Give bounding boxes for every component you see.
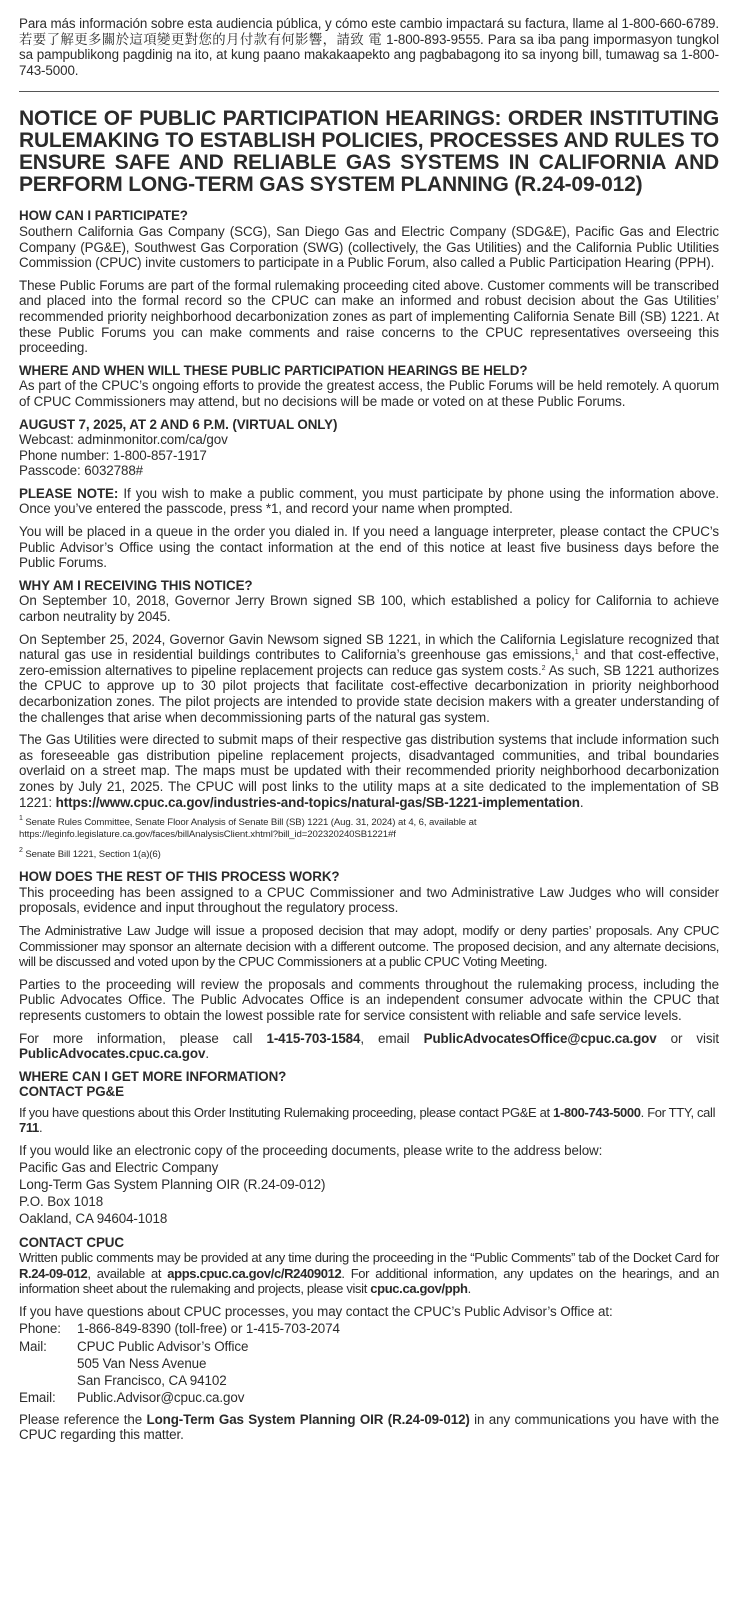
event-date: AUGUST 7, 2025, AT 2 AND 6 P.M. (VIRTUAL ONLY) [19,416,338,432]
cpuc-p1-d: . [467,1281,471,1297]
public-advocates-site[interactable]: PublicAdvocates.cpuc.ca.gov [19,1046,206,1062]
email-label: Email: [19,1389,56,1405]
heading-rest-of-process: HOW DOES THE REST OF THIS PROCESS WORK? [19,869,340,885]
why-p3-text: The Gas Utilities were directed to submit maps of their respective gas distribution systems that include information such as foreseeable gas distribution pipeline replacement projects, disadvantaged communities, and tribal boundaries overlaid on a street map. The maps must be updated with their recommended priority neighborhood decarbonization zones by July 21, 2025. The CPUC will post links to the utility maps at a site dedicated to the implementation of SB 1221: [19,732,719,810]
why-paragraph-1: On September 10, 2018, Governor Jerry Brown signed SB 100, which established a policy for California to achieve carbon neutrality by 2045. [19,593,719,625]
pge-address-line: Long-Term Gas System Planning OIR (R.24-09-012) [19,1176,326,1192]
pph-url[interactable]: cpuc.ca.gov/pph [370,1281,468,1297]
pge-phone[interactable]: 1-800-743-5000 [553,1104,641,1120]
cpuc-p1-a: Written public comments may be provided at any time during the proceeding in the “Public Comments” tab of the Docket Card for [19,1250,719,1266]
footnote-2 [19,849,719,861]
process-paragraph-2: The Administrative Law Judge will issue a proposed decision that may adopt, modify or deny parties’ proposals. Any CPUC Commissioner may sponsor an alternate decision with a different outcome. The proposed decision, and any alternate decisions, will be discussed and voted upon by the CPUC Commissioners at a public CPUC Voting Meeting. [19,922,719,970]
why-paragraph-2 [19,632,719,726]
queue-paragraph: You will be placed in a queue in the order you dialed in. If you need a language interpreter, please contact the CPUC’s Public Advisor’s Office using the contact information at the end of this notice at least five business days before the Public Forums. [19,524,719,571]
section-divider [19,91,719,92]
cpuc-paragraph-2: If you have questions about CPUC processes, you may contact the CPUC’s Public Advisor’s Office at: [19,1304,613,1320]
pge-address-line: Pacific Gas and Electric Company [19,1159,219,1175]
participate-paragraph-1: Southern California Gas Company (SCG), San Diego Gas and Electric Company (SDG&E), Pacific Gas and Electric Company (PG&E), Southwest Gas Corporation (SWG) (collectively, the Gas Utilities) and the California Public Utilities Commission (CPUC) invite customers to participate in a Public Forum, also called a Public Participation Hearing (PPH). [19,223,719,271]
footnote-2-text: Senate Bill 1221, Section 1(a)(6) [22,849,161,861]
cpuc-mail-address [77,1338,340,1389]
footnote-1 [19,817,719,841]
phone-label: Phone: [19,1320,61,1336]
pge-address-line: Oakland, CA 94604-1018 [19,1210,168,1226]
closing-reference: Long-Term Gas System Planning OIR (R.24-09-012) [146,1411,470,1427]
pge-p1-b: . For TTY, call [640,1104,716,1120]
pge-address-line: P.O. Box 1018 [19,1193,104,1209]
process-p4-d: . [205,1046,209,1062]
cpuc-p1-b: , available at [87,1265,168,1281]
pge-p1-a: If you have questions about this Order Instituting Rulemaking proceeding, please contact PG&E at [19,1104,554,1120]
mail-label: Mail: [19,1338,47,1354]
event-passcode: Passcode: 6032788# [19,463,144,479]
public-advocates-email[interactable]: PublicAdvocatesOffice@cpuc.ca.gov [423,1030,657,1046]
cpuc-email[interactable]: Public.Advisor@cpuc.ca.gov [77,1389,245,1405]
process-p4-b: , email [360,1030,424,1046]
pge-address [19,1159,719,1227]
footnote-ref-1: 1 [574,649,579,657]
footnote-1-mark: 1 [19,815,23,823]
pge-tty[interactable]: 711 [19,1120,39,1136]
cpuc-phone[interactable]: 1-866-849-8390 (toll-free) or 1-415-703-2074 [77,1320,340,1336]
footnote-ref-2: 2 [541,664,546,672]
cpuc-contact-table [19,1320,340,1407]
heading-contact-pge: CONTACT PG&E [19,1084,124,1100]
closing-c: in any communications you have with the CPUC regarding this matter. [19,1411,719,1443]
mail-address-line: San Francisco, CA 94102 [77,1372,227,1388]
process-paragraph-3: Parties to the proceeding will review the proposals and comments throughout the rulemaking process, including the Public Advocates Office. The Public Advocates Office is an independent consumer advocate within the CPUC that represents customers to obtain the lowest possible rate for service consistent with reliable and safe service levels. [19,976,719,1023]
why-p2-part-a: On September 25, 2024, Governor Gavin Newsom signed SB 1221, in which the California Legislature recognized that natural gas use in residential buildings contributes to California’s greenhouse gas emissions, [19,631,719,663]
why-p2-part-c: As such, SB 1221 authorizes the CPUC to approve up to 30 pilot projects that facilitate cost-effective decarbonization in priority neighborhood decarbonization zones. The pilot projects are intended to provide state decision makers with a greater understanding of the challenges that arise when decommissioning parts of the natural gas system. [19,662,719,725]
contact-row-mail [19,1338,340,1389]
multilingual-intro: Para más información sobre esta audiencia pública, y cómo este cambio impactará su factura, llame al 1-800-660-6789. 若要了解更多關於這項變更對您的月付款有何影響，請致 電 1-800-893-9555. Para sa iba pang impormasyon tungkol sa pampublikong pagdinig na ito, at kung paano makakaapekto ang pagbabagong ito sa inyong bill, tumawag sa 1-800-743-5000. [19,16,719,78]
contact-row-email [19,1389,340,1407]
public-advocates-phone[interactable]: 1-415-703-1584 [266,1030,361,1046]
heading-where-when: WHERE AND WHEN WILL THESE PUBLIC PARTICIPATION HEARINGS BE HELD? [19,362,528,378]
contact-row-phone [19,1320,340,1338]
please-note-label: PLEASE NOTE: [19,485,119,501]
participate-paragraph-2: These Public Forums are part of the formal rulemaking proceeding cited above. Customer comments will be transcribed and placed into the formal record so the CPUC can make an informed and robust decision about the Gas Utilities’ recommended priority neighborhood decarbonization zones as part of implementing California Senate Bill (SB) 1221. At these Public Forums you can make comments and raise concerns to the CPUC representatives overseeing this proceeding. [19,277,719,356]
event-webcast: Webcast: adminmonitor.com/ca/gov [19,432,228,448]
process-p4-c: or visit [656,1030,719,1046]
docket-number: R.24-09-012 [19,1265,88,1281]
pge-p1-c: . [38,1120,43,1136]
closing-a: Please reference the [19,1411,147,1427]
please-note-paragraph [19,486,719,517]
heading-contact-cpuc: CONTACT CPUC [19,1234,124,1250]
footnote-1-text: Senate Rules Committee, Senate Floor Analysis of Senate Bill (SB) 1221 (Aug. 31, 2024) at 4, 6, available at https://leginfo.legislature.ca.gov/faces/billAnalysisClient.xhtml?bill_id=202320240SB1221#f [19,817,477,841]
process-paragraph-1: This proceeding has been assigned to a CPUC Commissioner and two Administrative Law Judges who will consider proposals, evidence and input throughout the regulatory process. [19,884,719,916]
why-p2-part-b: and that cost-effective, zero-emission alternatives to pipeline replacement projects can reduce gas system costs. [19,647,719,678]
heading-more-information: WHERE CAN I GET MORE INFORMATION? [19,1068,287,1084]
process-p4-a: For more information, please call [19,1030,267,1046]
pge-paragraph-1 [19,1105,719,1136]
why-p3-end: . [579,794,584,810]
heading-how-participate: HOW CAN I PARTICIPATE? [19,208,188,224]
cpuc-paragraph-1 [19,1250,719,1297]
process-paragraph-4 [19,1031,719,1062]
event-phone: Phone number: 1-800-857-1917 [19,447,207,463]
why-paragraph-3 [19,732,719,810]
where-paragraph: As part of the CPUC’s ongoing efforts to provide the greatest access, the Public Forums will be held remotely. A quorum of CPUC Commissioners may attend, but no decisions will be made or voted on at these Public Forums. [19,378,719,409]
cpuc-p1-c: . For additional information, any updates on the hearings, and an information sheet about the rulemaking and projects, please visit [19,1265,719,1297]
heading-why-receiving: WHY AM I RECEIVING THIS NOTICE? [19,577,253,593]
footnote-2-mark: 2 [19,847,23,855]
docket-url[interactable]: apps.cpuc.ca.gov/c/R2409012 [167,1265,342,1281]
please-note-text: If you wish to make a public comment, you must participate by phone using the information above. Once you’ve entered the passcode, press *1, and record your name when prompted. [19,485,719,517]
mail-address-line: 505 Van Ness Avenue [77,1355,207,1371]
mail-address-line: CPUC Public Advisor’s Office [77,1338,249,1354]
pge-paragraph-2: If you would like an electronic copy of the proceeding documents, please write to the address below: [19,1143,603,1159]
notice-title: NOTICE OF PUBLIC PARTICIPATION HEARINGS: ORDER INSTITUTING RULEMAKING TO ESTABLISH POLICIES, PROCESSES AND RULES TO ENSURE SAFE AND RELIABLE GAS SYSTEMS IN CALIFORNIA AND PERFORM LONG-TERM GAS SYSTEM PLANNING (R.24-09-012) [19,107,719,197]
closing-paragraph [19,1412,719,1443]
sb1221-link[interactable]: https://www.cpuc.ca.gov/industries-and-topics/natural-gas/SB-1221-implementation [55,794,580,810]
